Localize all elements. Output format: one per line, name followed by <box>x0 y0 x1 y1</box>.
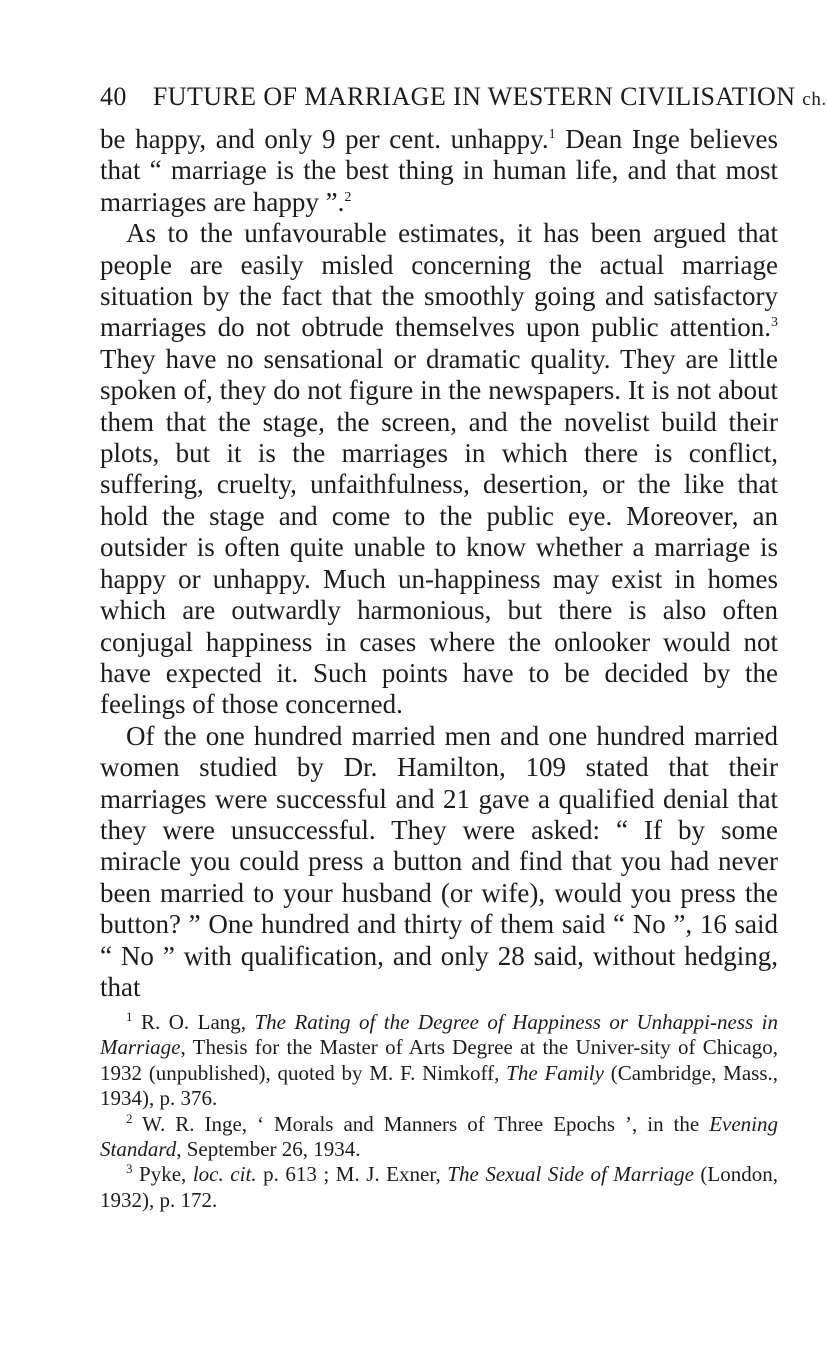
footnote-3-title2: The Sexual Side of Marriage <box>447 1162 694 1187</box>
footnote-3-title: loc. cit. <box>192 1162 257 1187</box>
paragraph-2-text-a: As to the unfavourable estimates, it has been argued that people are easily misled concerning the actual marriage situation by the fact that the smoothly going and satisfactory marriages do not obtrude themselves upon public attention. <box>100 218 778 343</box>
footnotes <box>100 1010 778 1213</box>
footnote-2-pre: W. R. Inge, ‘ Morals and Manners of Three Epochs ’, in the <box>142 1111 710 1136</box>
paragraph-2-text-b: They have no sensational or dramatic quality. They are little spoken of, they do not figure in the newspapers. It is not about them that the stage, the screen, and the novelist build their plots, but it is the marriages in which there is conflict, suffering, cruelty, unfaithfulness, desertion, or the like that hold the stage and come to the public eye. Moreover, an outsider is often quite unable to know whether a marriage is happy or unhappy. Much un-happiness may exist in homes which are outwardly harmonious, but there is also often conjugal happiness in cases where the onlooker would not have expected it. Such points have to be decided by the feelings of those concerned. <box>100 343 778 720</box>
footnote-1-post: (Cambridge, Mass., 1934), p. 376. <box>100 1060 778 1111</box>
footnote-ref-1: 1 <box>548 127 556 142</box>
footnote-3-pre: Pyke, <box>139 1162 193 1187</box>
footnote-1-title: The Rating of the Degree of Happiness or Unhappi-ness in Marriage <box>100 1010 778 1060</box>
footnote-3-post: (London, 1932), p. 172. <box>100 1162 778 1212</box>
paragraph-1-text-a: be happy, and only 9 per cent. unhappy. <box>100 124 549 154</box>
paragraph-2 <box>100 218 778 721</box>
footnote-3-mid: p. 613 ; M. J. Exner, <box>256 1162 448 1187</box>
paragraph-1 <box>100 124 778 218</box>
footnote-2 <box>100 1112 778 1163</box>
footnote-1-mid: , Thesis for the Master of Arts Degree at the Univer-sity of Chicago, 1932 (unpublished), quoted by M. F. Nimkoff, <box>100 1035 778 1085</box>
paragraph-1-text-b: Dean Inge believes that “ marriage is the best thing in human life, and that most marriages are happy ”. <box>100 124 779 217</box>
chapter-abbrev: ch. <box>802 89 827 110</box>
footnote-3 <box>100 1162 778 1213</box>
paragraph-3: Of the one hundred married men and one hundred married women studied by Dr. Hamilton, 109 stated that their marriages were successful and 21 gave a qualified denial that they were unsuccessful. They were asked: “ If by some miracle you could press a button and find that you had never been married to your husband (or wife), would you press the button? ” One hundred and thirty of them said “ No ”, 16 said “ No ” with qualification, and only 28 said, without hedging, that <box>100 720 778 1002</box>
footnote-1-pre: R. O. Lang, <box>140 1010 255 1034</box>
running-title: FUTURE OF MARRIAGE IN WESTERN CIVILISATION <box>152 82 796 111</box>
footnote-1-title2: The Family <box>506 1060 604 1085</box>
running-header <box>100 82 827 112</box>
footnote-ref-2: 2 <box>344 189 352 205</box>
footnote-3-number: 3 <box>126 1161 133 1177</box>
page-number: 40 <box>100 82 127 111</box>
body-text <box>100 124 778 1003</box>
footnote-ref-3: 3 <box>771 315 778 331</box>
footnote-1-number: 1 <box>126 1009 133 1024</box>
footnote-1 <box>100 1010 778 1112</box>
footnote-2-number: 2 <box>126 1110 133 1126</box>
footnote-2-post: , September 26, 1934. <box>176 1137 361 1162</box>
footnote-2-title: Evening Standard <box>100 1111 778 1162</box>
